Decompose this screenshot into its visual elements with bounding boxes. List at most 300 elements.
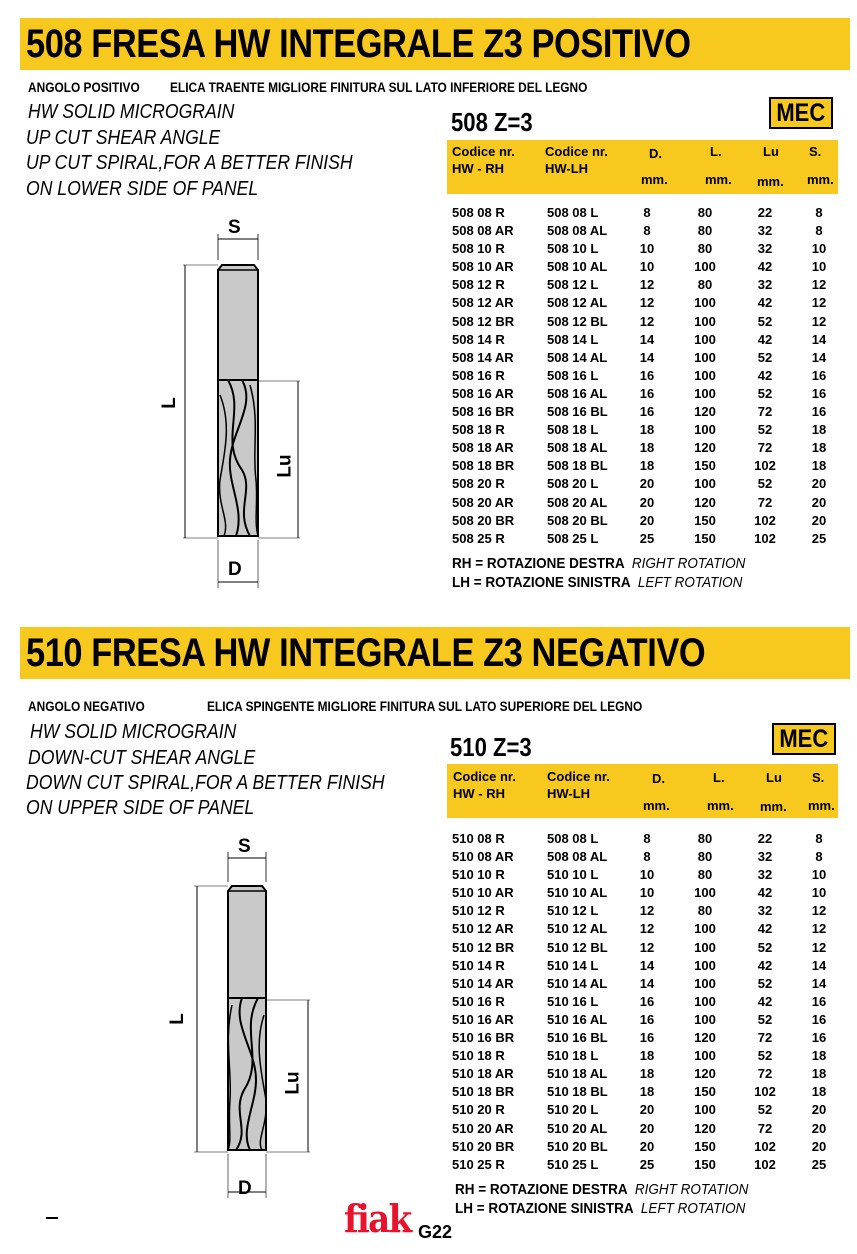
table-cell: 120 xyxy=(694,1066,716,1082)
table-cell: 22 xyxy=(757,831,773,846)
table-cell: 52 xyxy=(757,385,773,401)
table-cell: 100 xyxy=(694,259,716,275)
table-cell: 102 xyxy=(754,1138,776,1154)
header-code-rh: Codice nr. xyxy=(452,144,515,159)
table-row xyxy=(447,404,838,422)
table-row xyxy=(447,476,838,494)
table-row xyxy=(447,223,838,241)
header-d-unit: mm. xyxy=(641,172,668,187)
table-cell: 10 xyxy=(639,885,655,901)
table-row xyxy=(447,994,838,1012)
table-cell: 510 14 AR xyxy=(452,975,514,991)
table-cell: 80 xyxy=(697,205,713,220)
table-cell: 72 xyxy=(757,1066,773,1082)
table-cell: 12 xyxy=(811,277,827,293)
table-cell: 508 20 L xyxy=(547,476,599,492)
table-cell: 52 xyxy=(757,313,773,329)
table-cell: 80 xyxy=(697,223,713,239)
table-cell: 20 xyxy=(639,1120,655,1136)
header-s-unit: mm. xyxy=(808,798,835,813)
table-cell: 80 xyxy=(697,903,713,919)
table-cell: 508 12 L xyxy=(547,277,599,293)
table-row xyxy=(447,1157,838,1175)
table-cell: 100 xyxy=(694,295,716,311)
table-cell: 20 xyxy=(639,476,655,492)
table-cell: 102 xyxy=(754,1084,776,1100)
table-cell: 508 12 BR xyxy=(452,313,515,329)
header-code-lh-sub: HW-LH xyxy=(547,786,591,801)
table-cell: 100 xyxy=(694,476,716,492)
table-cell: 150 xyxy=(694,1138,716,1154)
table-cell: 120 xyxy=(694,494,716,510)
table-cell: 18 xyxy=(811,458,827,474)
header-l: L. xyxy=(713,770,725,785)
table-cell: 102 xyxy=(754,1156,776,1172)
table-row xyxy=(447,958,838,976)
table-cell: 510 16 AL xyxy=(547,1011,608,1027)
table-cell: 72 xyxy=(757,1030,773,1046)
table-cell: 508 16 L xyxy=(547,367,599,383)
table-cell: 18 xyxy=(811,1084,827,1100)
table-cell: 510 12 AL xyxy=(547,921,608,937)
table-cell: 20 xyxy=(811,476,827,492)
section-510-subtitle-1: ANGOLO NEGATIVO xyxy=(28,698,145,714)
table-cell: 508 25 R xyxy=(452,530,505,546)
table-cell: 32 xyxy=(757,867,773,883)
table-cell: 16 xyxy=(811,993,827,1009)
table-cell: 10 xyxy=(639,259,655,275)
table-cell: 100 xyxy=(694,349,716,365)
section-510-mec-badge: MEC xyxy=(772,723,836,755)
table-cell: 100 xyxy=(694,422,716,438)
table-cell: 150 xyxy=(694,530,716,546)
header-code-lh: Codice nr. xyxy=(545,144,608,159)
table-cell: 32 xyxy=(757,903,773,919)
table-cell: 18 xyxy=(811,1066,827,1082)
table-cell: 42 xyxy=(757,993,773,1009)
header-lu: Lu xyxy=(763,144,779,159)
table-cell: 510 18 BL xyxy=(547,1084,608,1100)
table-cell: 10 xyxy=(811,885,827,901)
table-cell: 16 xyxy=(811,385,827,401)
table-cell: 80 xyxy=(697,241,713,257)
table-cell: 52 xyxy=(757,1102,773,1118)
header-d: D. xyxy=(649,146,662,161)
table-cell: 42 xyxy=(757,331,773,347)
table-cell: 8 xyxy=(643,849,651,865)
table-cell: 510 18 AL xyxy=(547,1066,608,1082)
table-row xyxy=(447,350,838,368)
table-row xyxy=(447,422,838,440)
table-cell: 42 xyxy=(757,921,773,937)
section-510-dim-s: S xyxy=(238,836,251,857)
table-cell: 508 08 L xyxy=(547,831,599,846)
table-cell: 100 xyxy=(694,957,716,973)
table-cell: 508 14 R xyxy=(452,331,505,347)
section-510-dim-lu: Lu xyxy=(282,1071,304,1095)
table-cell: 16 xyxy=(639,404,655,420)
table-cell: 508 12 BL xyxy=(547,313,608,329)
section-508-dim-d: D xyxy=(228,559,242,580)
table-cell: 508 12 AL xyxy=(547,295,608,311)
table-cell: 72 xyxy=(757,440,773,456)
table-cell: 508 10 R xyxy=(452,241,505,257)
section-510-eng-line-3: DOWN CUT SPIRAL,FOR A BETTER FINISH xyxy=(26,772,385,794)
table-row xyxy=(447,1121,838,1139)
table-cell: 25 xyxy=(639,530,655,546)
table-cell: 12 xyxy=(639,903,655,919)
table-cell: 12 xyxy=(639,277,655,293)
table-cell: 10 xyxy=(811,259,827,275)
table-cell: 52 xyxy=(757,349,773,365)
table-row xyxy=(447,831,838,849)
table-cell: 8 xyxy=(643,205,651,220)
table-row xyxy=(447,332,838,350)
section-508-eng-line-1: HW SOLID MICROGRAIN xyxy=(28,101,235,123)
table-cell: 510 20 R xyxy=(452,1102,505,1118)
header-s-unit: mm. xyxy=(807,172,834,187)
table-cell: 22 xyxy=(757,205,773,220)
table-cell: 510 10 R xyxy=(452,867,505,883)
section-510-legend-lh: LH = ROTAZIONE SINISTRA LEFT ROTATION xyxy=(455,1200,746,1217)
table-cell: 10 xyxy=(639,241,655,257)
table-cell: 14 xyxy=(811,331,827,347)
table-cell: 18 xyxy=(811,422,827,438)
table-row xyxy=(447,458,838,476)
table-cell: 100 xyxy=(694,939,716,955)
section-510-title: 510 FRESA HW INTEGRALE Z3 NEGATIVO xyxy=(26,631,706,675)
table-cell: 20 xyxy=(639,494,655,510)
table-cell: 508 12 AR xyxy=(452,295,514,311)
table-cell: 510 08 R xyxy=(452,831,505,846)
table-cell: 100 xyxy=(694,975,716,991)
table-cell: 52 xyxy=(757,975,773,991)
table-cell: 510 16 L xyxy=(547,993,599,1009)
table-cell: 14 xyxy=(639,349,655,365)
table-cell: 14 xyxy=(639,975,655,991)
table-cell: 510 12 L xyxy=(547,903,599,919)
table-row xyxy=(447,1084,838,1102)
footer-mark xyxy=(46,1217,58,1219)
table-row xyxy=(447,314,838,332)
table-cell: 25 xyxy=(811,530,827,546)
table-cell: 508 16 BR xyxy=(452,404,515,420)
section-508-table-body xyxy=(447,205,838,549)
table-row xyxy=(447,976,838,994)
header-s: S. xyxy=(809,144,822,159)
page-number: G22 xyxy=(418,1222,453,1242)
table-cell: 510 12 BL xyxy=(547,939,608,955)
table-cell: 72 xyxy=(757,494,773,510)
section-510-dim-d: D xyxy=(238,1178,252,1199)
table-cell: 508 14 L xyxy=(547,331,599,347)
section-508-banner xyxy=(20,18,850,70)
header-l-unit: mm. xyxy=(705,172,732,187)
header-lu-unit: mm. xyxy=(760,799,787,814)
table-cell: 16 xyxy=(811,367,827,383)
section-508-dim-l: L xyxy=(158,397,180,409)
section-510-eng-line-1: HW SOLID MICROGRAIN xyxy=(30,721,237,743)
table-cell: 510 25 L xyxy=(547,1156,599,1172)
table-cell: 18 xyxy=(639,1066,655,1082)
table-row xyxy=(447,386,838,404)
table-cell: 510 12 BR xyxy=(452,939,515,955)
table-cell: 8 xyxy=(815,223,823,239)
table-cell: 12 xyxy=(639,939,655,955)
table-cell: 80 xyxy=(697,867,713,883)
table-cell: 508 25 L xyxy=(547,530,599,546)
table-cell: 100 xyxy=(694,331,716,347)
section-510-table-body xyxy=(447,831,838,1175)
table-row xyxy=(447,277,838,295)
table-cell: 508 18 AR xyxy=(452,440,514,456)
table-row xyxy=(447,1048,838,1066)
table-cell: 150 xyxy=(694,458,716,474)
table-cell: 508 14 AR xyxy=(452,349,514,365)
table-cell: 14 xyxy=(639,331,655,347)
section-510-table-header xyxy=(447,764,838,818)
table-cell: 8 xyxy=(643,223,651,239)
table-cell: 508 16 AR xyxy=(452,385,514,401)
table-cell: 42 xyxy=(757,295,773,311)
table-cell: 510 10 AL xyxy=(547,885,608,901)
table-cell: 508 10 L xyxy=(547,241,599,257)
table-cell: 100 xyxy=(694,385,716,401)
table-cell: 16 xyxy=(639,1030,655,1046)
table-cell: 120 xyxy=(694,1120,716,1136)
table-cell: 52 xyxy=(757,939,773,955)
table-cell: 510 18 L xyxy=(547,1048,599,1064)
header-code-rh-sub: HW - RH xyxy=(452,161,504,176)
table-cell: 100 xyxy=(694,367,716,383)
table-row xyxy=(447,241,838,259)
table-cell: 16 xyxy=(639,385,655,401)
header-lu: Lu xyxy=(766,770,782,785)
section-508-eng-line-2: UP CUT SHEAR ANGLE xyxy=(26,127,221,149)
table-cell: 18 xyxy=(639,440,655,456)
table-cell: 100 xyxy=(694,313,716,329)
header-s: S. xyxy=(812,770,825,785)
table-cell: 150 xyxy=(694,1084,716,1100)
table-cell: 20 xyxy=(639,1102,655,1118)
table-row xyxy=(447,495,838,513)
section-508-model: 508 Z=3 xyxy=(451,107,533,137)
section-508-legend-lh: LH = ROTAZIONE SINISTRA LEFT ROTATION xyxy=(452,574,743,591)
table-cell: 508 20 BR xyxy=(452,512,515,528)
section-508-mec-badge: MEC xyxy=(769,97,833,129)
table-cell: 20 xyxy=(811,512,827,528)
table-cell: 100 xyxy=(694,1048,716,1064)
table-cell: 508 16 R xyxy=(452,367,505,383)
table-cell: 20 xyxy=(811,494,827,510)
table-cell: 508 14 AL xyxy=(547,349,608,365)
table-cell: 510 25 R xyxy=(452,1156,505,1172)
section-508-legend-rh: RH = ROTAZIONE DESTRA RIGHT ROTATION xyxy=(452,555,746,572)
section-508-eng-line-4: ON LOWER SIDE OF PANEL xyxy=(26,178,259,200)
table-cell: 508 18 R xyxy=(452,422,505,438)
table-row xyxy=(447,1139,838,1157)
table-row xyxy=(447,1030,838,1048)
header-d: D. xyxy=(652,771,665,786)
table-cell: 12 xyxy=(811,313,827,329)
table-cell: 20 xyxy=(639,512,655,528)
table-cell: 510 20 AR xyxy=(452,1120,514,1136)
table-cell: 508 08 R xyxy=(452,205,505,220)
table-cell: 508 20 BL xyxy=(547,512,608,528)
table-row xyxy=(447,940,838,958)
table-cell: 508 10 AR xyxy=(452,259,514,275)
table-cell: 8 xyxy=(815,849,823,865)
table-cell: 508 08 AL xyxy=(547,223,608,239)
header-l-unit: mm. xyxy=(707,798,734,813)
table-cell: 14 xyxy=(811,957,827,973)
table-cell: 508 10 AL xyxy=(547,259,608,275)
fiak-logo: fiak xyxy=(344,1196,411,1241)
table-cell: 508 08 L xyxy=(547,205,599,220)
table-cell: 510 18 R xyxy=(452,1048,505,1064)
table-cell: 120 xyxy=(694,404,716,420)
table-cell: 510 18 AR xyxy=(452,1066,514,1082)
table-row xyxy=(447,1102,838,1120)
table-cell: 8 xyxy=(643,831,651,846)
table-cell: 508 18 L xyxy=(547,422,599,438)
table-cell: 102 xyxy=(754,512,776,528)
table-cell: 52 xyxy=(757,1048,773,1064)
table-cell: 42 xyxy=(757,259,773,275)
table-cell: 42 xyxy=(757,367,773,383)
table-cell: 18 xyxy=(639,458,655,474)
table-row xyxy=(447,1066,838,1084)
table-cell: 42 xyxy=(757,885,773,901)
table-cell: 508 20 R xyxy=(452,476,505,492)
table-cell: 16 xyxy=(639,993,655,1009)
header-code-lh-sub: HW-LH xyxy=(545,161,589,176)
table-row xyxy=(447,368,838,386)
table-cell: 510 16 BL xyxy=(547,1030,608,1046)
table-cell: 102 xyxy=(754,458,776,474)
table-cell: 510 10 AR xyxy=(452,885,514,901)
table-cell: 510 20 BL xyxy=(547,1138,608,1154)
table-row xyxy=(447,531,838,549)
table-cell: 25 xyxy=(639,1156,655,1172)
table-cell: 14 xyxy=(811,975,827,991)
table-cell: 14 xyxy=(811,349,827,365)
table-row xyxy=(447,440,838,458)
table-cell: 16 xyxy=(811,404,827,420)
table-cell: 508 18 BL xyxy=(547,458,608,474)
table-cell: 510 16 R xyxy=(452,993,505,1009)
table-cell: 510 18 BR xyxy=(452,1084,515,1100)
table-cell: 25 xyxy=(811,1156,827,1172)
section-510-eng-line-2: DOWN-CUT SHEAR ANGLE xyxy=(28,747,256,769)
table-cell: 508 16 AL xyxy=(547,385,608,401)
table-cell: 12 xyxy=(811,921,827,937)
header-l: L. xyxy=(710,144,722,159)
section-508-eng-line-3: UP CUT SPIRAL,FOR A BETTER FINISH xyxy=(26,152,353,174)
table-cell: 120 xyxy=(694,440,716,456)
section-510-banner xyxy=(20,627,850,679)
header-lu-unit: mm. xyxy=(757,174,784,189)
table-cell: 20 xyxy=(811,1102,827,1118)
section-510-model: 510 Z=3 xyxy=(450,732,532,762)
table-cell: 510 14 AL xyxy=(547,975,608,991)
table-cell: 100 xyxy=(694,885,716,901)
table-cell: 508 18 BR xyxy=(452,458,515,474)
table-cell: 508 16 BL xyxy=(547,404,608,420)
table-cell: 16 xyxy=(811,1011,827,1027)
table-cell: 510 10 L xyxy=(547,867,599,883)
table-cell: 510 08 AR xyxy=(452,849,514,865)
table-cell: 12 xyxy=(639,313,655,329)
table-cell: 508 20 AR xyxy=(452,494,514,510)
table-cell: 42 xyxy=(757,957,773,973)
table-cell: 150 xyxy=(694,512,716,528)
table-cell: 120 xyxy=(694,1030,716,1046)
section-508-table-header xyxy=(447,140,838,194)
table-cell: 508 20 AL xyxy=(547,494,608,510)
header-d-unit: mm. xyxy=(643,798,670,813)
table-cell: 18 xyxy=(639,1084,655,1100)
table-cell: 72 xyxy=(757,404,773,420)
table-cell: 20 xyxy=(811,1138,827,1154)
table-cell: 100 xyxy=(694,993,716,1009)
table-cell: 510 16 BR xyxy=(452,1030,515,1046)
table-cell: 16 xyxy=(811,1030,827,1046)
table-cell: 14 xyxy=(639,957,655,973)
table-cell: 52 xyxy=(757,422,773,438)
table-cell: 16 xyxy=(639,367,655,383)
table-cell: 102 xyxy=(754,530,776,546)
section-510-dim-l: L xyxy=(166,1013,188,1025)
table-row xyxy=(447,921,838,939)
table-cell: 508 08 AL xyxy=(547,849,608,865)
table-cell: 32 xyxy=(757,223,773,239)
table-row xyxy=(447,259,838,277)
table-cell: 80 xyxy=(697,277,713,293)
table-cell: 52 xyxy=(757,1011,773,1027)
table-cell: 12 xyxy=(811,903,827,919)
section-508-subtitle-1: ANGOLO POSITIVO xyxy=(28,79,140,95)
table-cell: 32 xyxy=(757,277,773,293)
table-cell: 18 xyxy=(639,1048,655,1064)
table-cell: 80 xyxy=(697,849,713,865)
table-cell: 12 xyxy=(639,921,655,937)
section-508-subtitle-2: ELICA TRAENTE MIGLIORE FINITURA SUL LATO INFERIORE DEL LEGNO xyxy=(170,79,588,95)
header-code-rh-sub: HW - RH xyxy=(453,786,505,801)
table-cell: 100 xyxy=(694,921,716,937)
table-cell: 508 12 R xyxy=(452,277,505,293)
table-cell: 12 xyxy=(811,939,827,955)
section-510-subtitle-2: ELICA SPINGENTE MIGLIORE FINITURA SUL LATO SUPERIORE DEL LEGNO xyxy=(207,698,643,714)
table-cell: 510 14 L xyxy=(547,957,599,973)
table-row xyxy=(447,205,838,223)
table-row xyxy=(447,903,838,921)
table-cell: 72 xyxy=(757,1120,773,1136)
section-508-title: 508 FRESA HW INTEGRALE Z3 POSITIVO xyxy=(26,22,691,66)
section-508-dim-lu: Lu xyxy=(274,454,296,478)
table-cell: 32 xyxy=(757,849,773,865)
table-cell: 510 14 R xyxy=(452,957,505,973)
table-cell: 18 xyxy=(639,422,655,438)
table-cell: 510 12 AR xyxy=(452,921,514,937)
table-cell: 510 20 BR xyxy=(452,1138,515,1154)
section-510-legend-rh: RH = ROTAZIONE DESTRA RIGHT ROTATION xyxy=(455,1181,749,1198)
table-cell: 20 xyxy=(639,1138,655,1154)
table-cell: 510 16 AR xyxy=(452,1011,514,1027)
header-code-rh: Codice nr. xyxy=(453,769,516,784)
table-cell: 18 xyxy=(811,440,827,456)
table-row xyxy=(447,885,838,903)
